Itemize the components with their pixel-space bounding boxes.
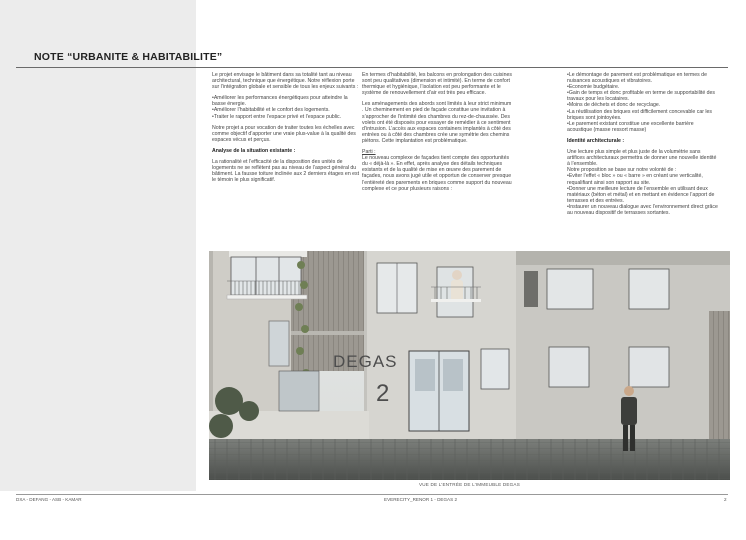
col2-paragraph: Le nouveau complexe de façades tient compte des opportunités du « déjà-là ». En effet, après analyse des détails techniques existants et de la qualité de mise en œuvre des parement de façades, nous avons jugé utile et opportun de conserver presque l’entièreté des parements en briques comme support du nouveau complexe et ce pour plusieurs raisons :: [362, 155, 512, 192]
col2-paragraph: En termes d’habitabilité, les balcons en prolongation des cuisines sont peu qualitatives (dimension et intimité). En terme de confort thermique et hygiénique, l’isolation est peu performante et le système de renouvellement d’air est très peu efficace.: [362, 72, 512, 97]
col3-paragraph: Notre proposition se base sur notre volonté de :: [567, 167, 677, 174]
building-entrance-rendering: [209, 251, 730, 480]
page-title: NOTE “URBANITE & HABITABILITE”: [34, 51, 223, 63]
rendering-svg: [209, 251, 730, 480]
photo-caption: VUE DE L’ENTRÉE DE L’IMMEUBLE DEGAS: [419, 482, 520, 487]
person-figure: [452, 270, 462, 280]
building-sign-text: DEGAS: [333, 352, 398, 371]
col2-paragraph: Les aménagements des abords sont limités à leur strict minimum . Un cheminement en pied de façade constitue une invitation à s’approcher de l’intimité des chambres du rez-de-chaussée. Des volets ont été disposés pour essayer de remédier à ce sentiment d’intrusion. L’accès aux espaces containers implantés à côté des entrées ou à côté des chambres crée une symétrie des chemins piétons. Cette implantation est problématique.: [362, 101, 512, 144]
window: [269, 321, 289, 366]
window: [629, 347, 669, 387]
col1-heading: Analyse de la situation existante :: [212, 147, 296, 154]
building-sign-number: 2: [376, 380, 390, 407]
col1-bullet: •Améliorer l’habitabilité et le confort des logements.: [212, 107, 330, 114]
title-rule: [16, 67, 728, 68]
col3-bullet: •Le parement existant constitue une excellente barrière acoustique (masse ressort masse): [567, 120, 694, 133]
footer-project: EVERECITY_RENOR 1 - DEGAS 2: [384, 497, 458, 502]
footer-authors: DXA - DEFANG - ASB - KAMAR: [16, 497, 82, 502]
col3-bullet: •Le démontage de parement est problématique en termes de nuisances acoustiques et vibratoires.: [567, 72, 707, 85]
col3-bullet: •Donner une meilleure lecture de l’ensemble en utilisant deux matériaux (béton et métal) et en mettant en évidence l’apport de terrasses et des entrées.: [567, 185, 715, 204]
footer-rule: [16, 494, 728, 495]
left-sidebar-panel: [0, 0, 196, 491]
footer-page-number: 2: [724, 497, 727, 502]
col1-bullet: •Améliorer les performances énergétiques pour atteindre la basse énergie.: [212, 95, 348, 108]
col3-bullet: •Gain de temps et donc profitable en terme de supportabilité des travaux pour les locataires.: [567, 90, 716, 103]
window: [481, 349, 509, 389]
window: [547, 269, 593, 309]
text-column-1: [212, 72, 360, 188]
balcony-window: [231, 257, 301, 295]
col1-paragraph: Notre projet a pour vocation de traiter toutes les échelles avec comme objectif d’apporter une vraie plus-value à la qualité des espaces vécus et perçus.: [212, 124, 356, 143]
col2-heading: Parti :: [362, 149, 376, 156]
col3-bullet: •Economie budgétaire.: [567, 84, 620, 91]
col1-intro: Le projet envisage le bâtiment dans sa totalité tant au niveau architectural, technique que énergétique. Notre réflexion porte sur l’intégration globale et sensible de tous les enjeux suivants :: [212, 72, 359, 91]
col3-bullet: •Instaurer un nouveau dialogue avec l’environnement direct grâce au nouveau dispositif de terrasses sortantes.: [567, 203, 718, 216]
col3-bullet: •Moins de déchets et donc de recyclage.: [567, 102, 661, 109]
col1-paragraph: La rationalité et l’efficacité de la disposition des unités de logements ne se reflètent pas au niveau de l’aspect général du bâtiment. La fausse toiture inclinée aux 2 derniers étages en est le témoin le plus significatif.: [212, 159, 360, 184]
balcony-railing: [227, 281, 307, 295]
col3-bullet: •La réutilisation des briques est difficilement concevable car les briques sont jointoyées.: [567, 108, 713, 121]
col3-paragraph: Une lecture plus simple et plus juste de la volumétrie sans artifices architecturaux permettra de donner une nouvelle identité à l’ensemble.: [567, 149, 717, 168]
window: [629, 269, 669, 309]
text-column-2: [362, 72, 512, 197]
window: [549, 347, 589, 387]
col1-bullet: •Traiter le rapport entre l’espace privé et l’espace public.: [212, 113, 342, 120]
col3-heading: Identité architecturale :: [567, 137, 625, 144]
col3-bullet: •Eviter l’effet « bloc » ou « barre » en créant une verticalité, requalifiant ainsi son rapport au site.: [567, 173, 703, 186]
text-column-3: [567, 72, 719, 216]
